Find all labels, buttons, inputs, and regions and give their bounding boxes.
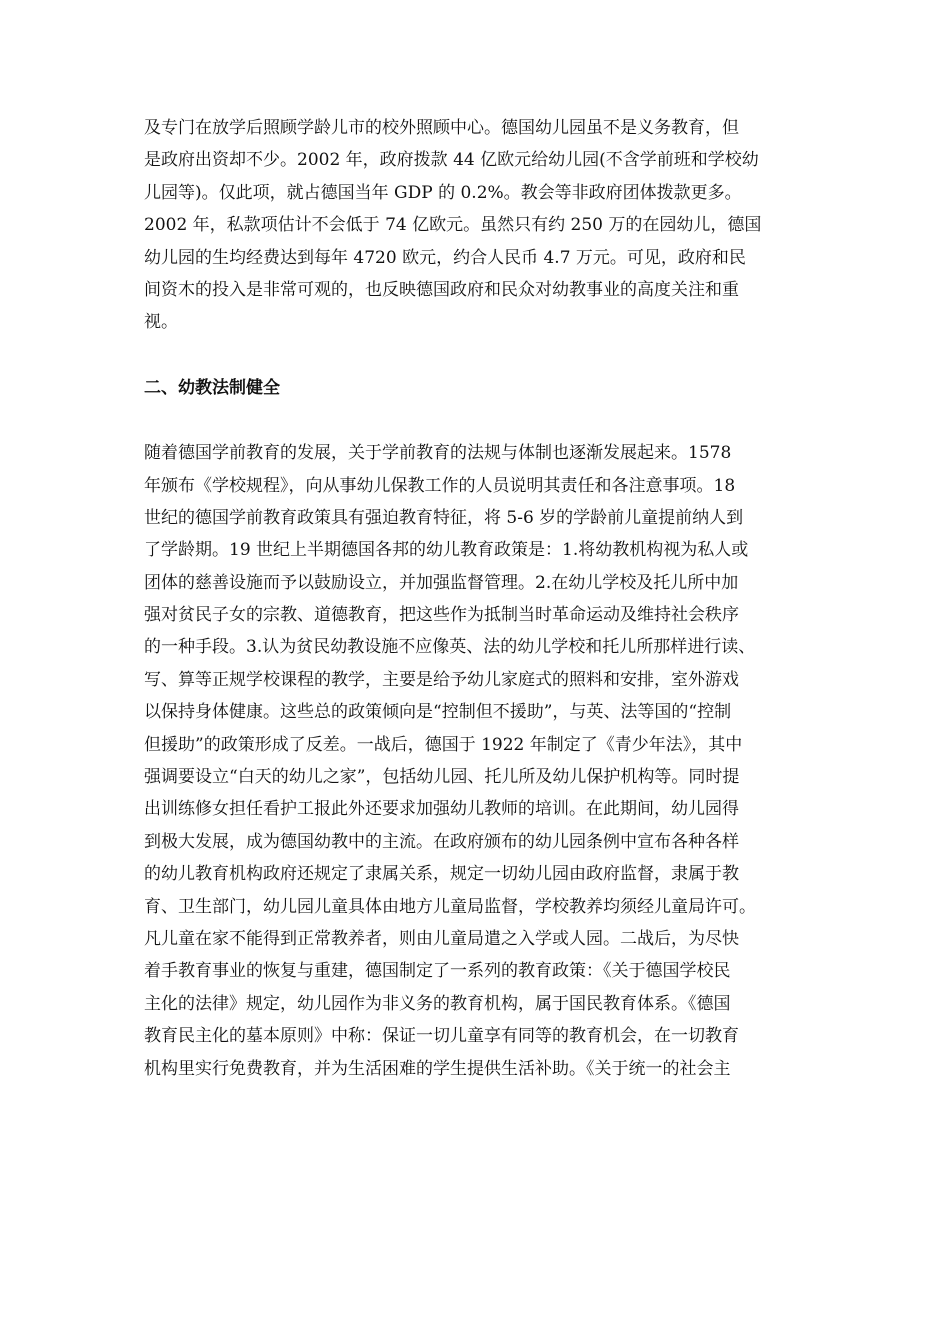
text-line: 视。 (144, 312, 178, 333)
text-line: 到极大发展，成为德国幼教中的主流。在政府颁布的幼儿园条例中宣布各种各样 (144, 831, 739, 852)
text-line: 强调要设立“白天的幼儿之家”，包括幼儿园、托儿所及幼儿保护机构等。同时提 (144, 767, 740, 788)
text-line: 世纪的德国学前教育政策具有强迫教育特征，将 5-6 岁的学龄前儿童提前纳人到 (144, 507, 744, 528)
text-line: 的一种手段。3.认为贫民幼教设施不应像英、法的幼儿学校和托儿所那样进行读、 (144, 637, 756, 658)
document-page (144, 112, 810, 1085)
text-line: 教育民主化的墓本原则》中称：保证一切儿童享有同等的教育机会，在一切教育 (144, 1026, 739, 1047)
text-line: 主化的法律》规定，幼儿园作为非义务的教育机构，属于国民教育体系。《德国 (144, 993, 731, 1014)
text-line: 的幼儿教育机构政府还规定了隶属关系，规定一切幼儿园由政府监督，隶属于教 (144, 864, 739, 885)
text-line: 着手教育事业的恢复与重建，德国制定了一系列的教育政策：《关于德国学校民 (144, 961, 731, 982)
paragraph-legislation (144, 437, 810, 1085)
text-line: 团体的慈善设施而予以鼓励设立，并加强监督管理。2.在幼儿学校及托儿所中加 (144, 572, 739, 593)
paragraph-gap (144, 339, 810, 372)
text-line: 育、卫生部门，幼儿园儿童具体由地方儿童局监督，学校教养均须经儿童局许可。 (144, 896, 756, 917)
text-line: 儿园等)。仅此项，就占德国当年 GDP 的 0.2%。教会等非政府团体拨款更多。 (144, 182, 742, 203)
text-line: 幼儿园的生均经费达到每年 4720 欧元，约合人民币 4.7 万元。可见，政府和民 (144, 247, 746, 268)
text-line: 出训练修女担任看护工报此外还要求加强幼儿教师的培训。在此期间，幼儿园得 (144, 799, 739, 820)
text-line: 是政府出资却不少。2002 年，政府拨款 44 亿欧元给幼儿园(不含学前班和学校幼 (144, 150, 759, 171)
text-line: 凡儿童在家不能得到正常教养者，则由儿童局遣之入学或人园。二战后，为尽快 (144, 929, 739, 949)
text-line: 年颁布《学校规程》，向从事幼儿保教工作的人员说明其责任和各注意事项。18 (144, 475, 736, 496)
text-line: 间资木的投入是非常可观的，也反映德国政府和民众对幼教事业的高度关注和重 (144, 279, 739, 300)
paragraph-funding (144, 112, 810, 339)
text-line: 2002 年，私款项估计不会低于 74 亿欧元。虽然只有约 250 万的在园幼儿，德国 (144, 215, 762, 236)
text-line: 写、算等正规学校课程的教学，主要是给予幼儿家庭式的照料和安排，室外游戏 (144, 669, 739, 690)
text-line: 以保持身体健康。这些总的政策倾向是“控制但不援助”，与英、法等国的“控制 (144, 702, 732, 723)
text-line: 机构里实行免费教育，并为生活困难的学生提供生活补助。《关于统一的社会主 (144, 1058, 731, 1079)
text-line: 强对贫民子女的宗教、道德教育，把这些作为抵制当时革命运动及维持社会秩序 (144, 605, 739, 626)
section-heading: 二、幼教法制健全 (144, 377, 280, 398)
text-line: 及专门在放学后照顾学龄儿市的校外照顾中心。德国幼儿园虽不是义务教育，但 (144, 118, 739, 138)
text-line: 了学龄期。19 世纪上半期德国各邦的幼儿教育政策是：1.将幼教机构视为私人或 (144, 540, 749, 561)
text-line: 随着德国学前教育的发展，关于学前教育的法规与体制也逐渐发展起来。1578 (144, 443, 732, 464)
paragraph-gap (144, 404, 810, 437)
text-line: 但援助”的政策形成了反差。一战后，德国于 1922 年制定了《青少年法》，其中 (144, 734, 743, 755)
